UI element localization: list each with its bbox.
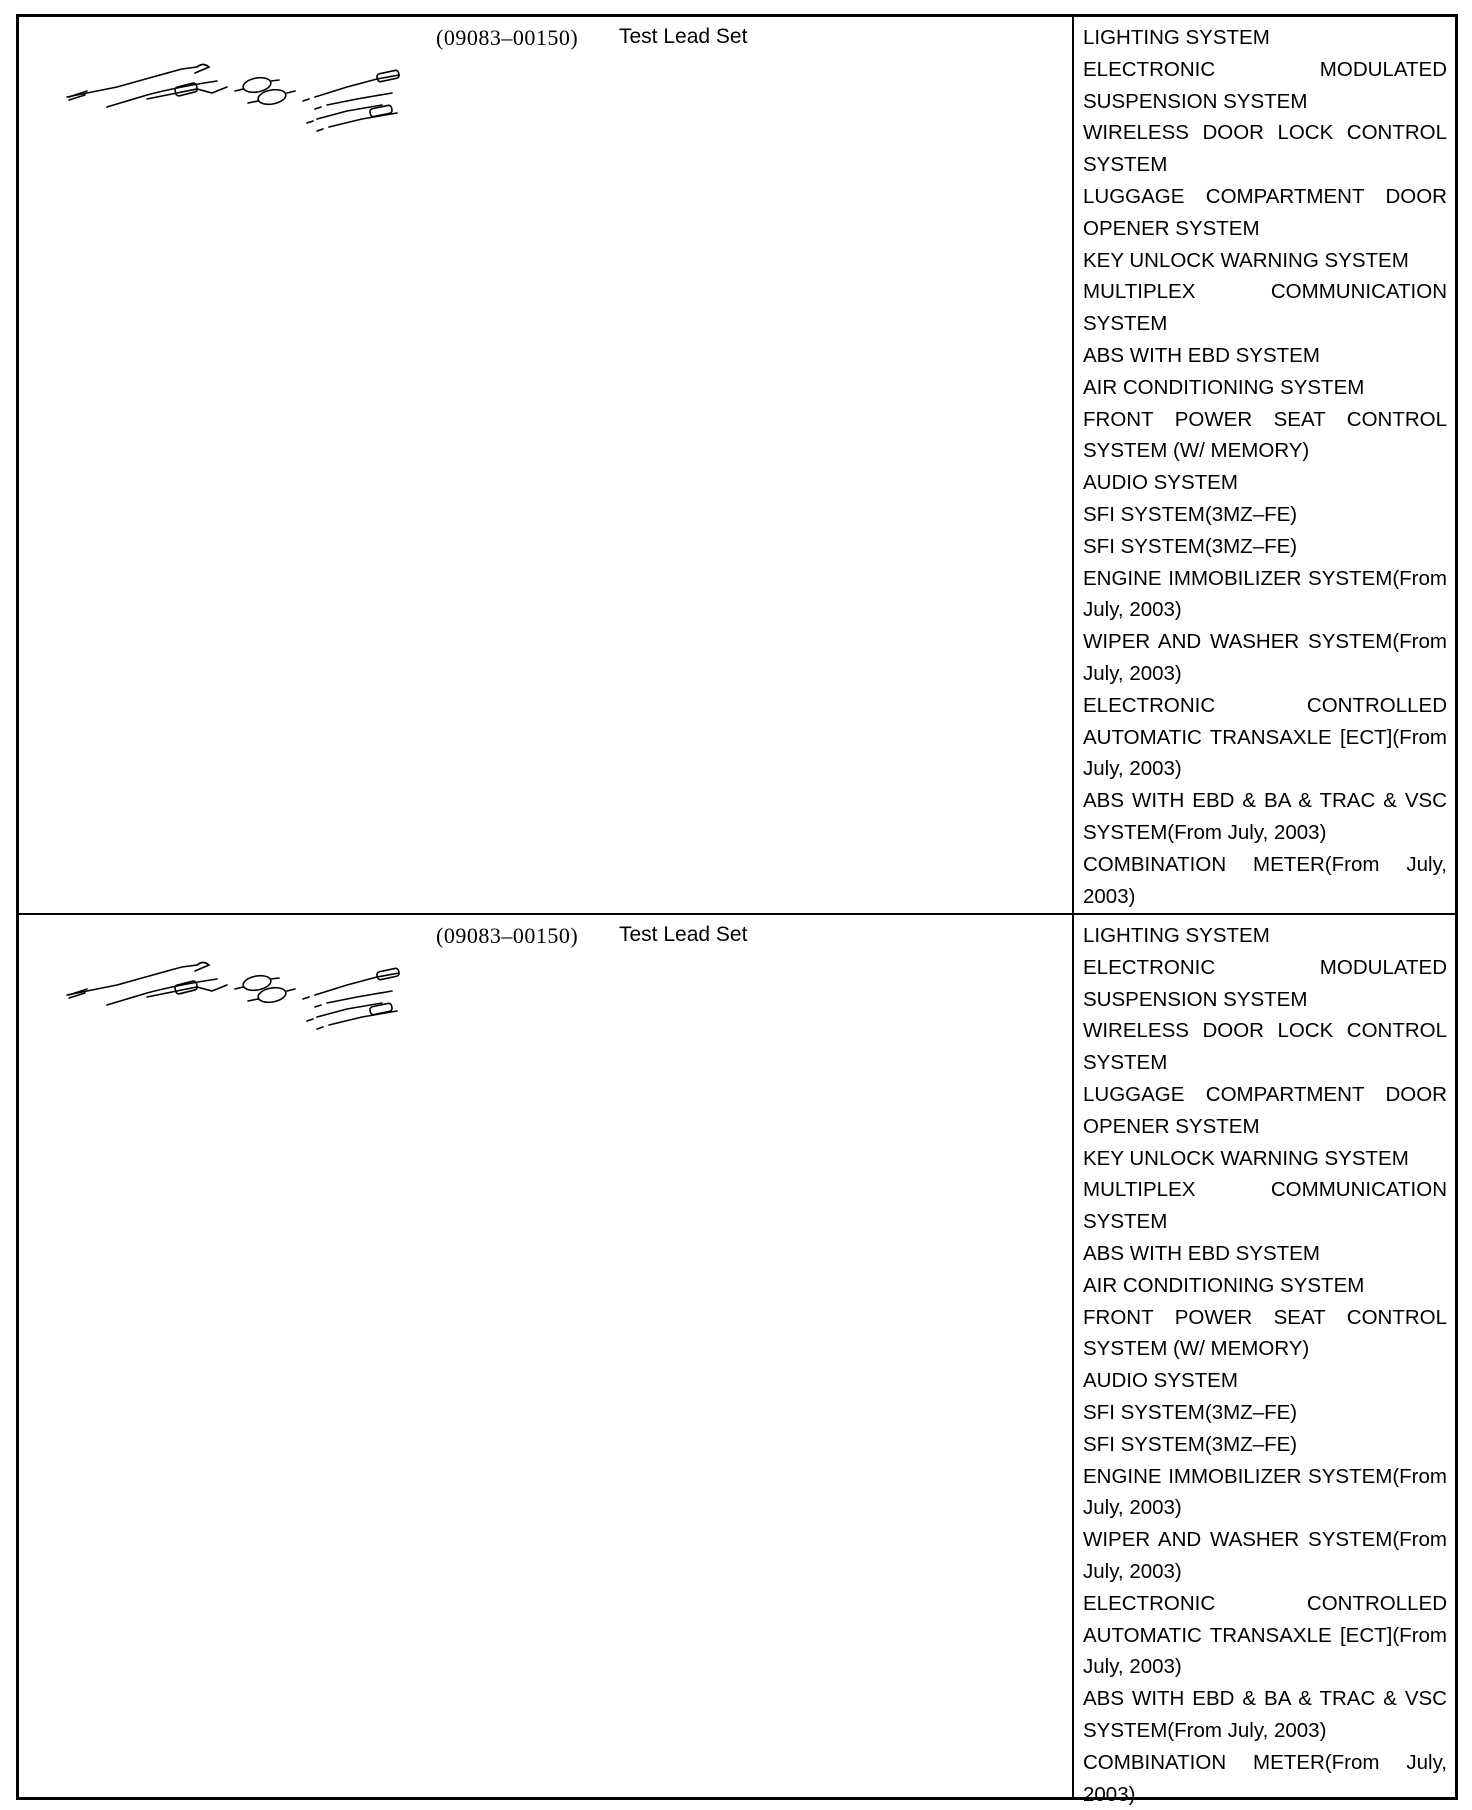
system-item: ABS WITH EBD & BA & TRAC & VSC SYSTEM(From July, 2003) (1083, 789, 1447, 844)
system-item: ELECTRONIC CONTROLLED AUTOMATIC TRANSAXLE [ECT](From July, 2003) (1083, 693, 1447, 781)
tool-name: Test Lead Set (619, 25, 748, 48)
system-item: AIR CONDITIONING SYSTEM (1083, 375, 1365, 399)
system-item: LUGGAGE COMPARTMENT DOOR OPENER SYSTEM (1083, 184, 1447, 240)
column-divider (1072, 17, 1074, 913)
system-item: WIRELESS DOOR LOCK CONTROL SYSTEM (1083, 1019, 1447, 1075)
system-item: ENGINE IMMOBILIZER SYSTEM(From July, 2003) (1083, 1464, 1447, 1520)
system-item: FRONT POWER SEAT CONTROL SYSTEM (W/ MEMORY) (1083, 1305, 1447, 1361)
column-divider (1072, 915, 1074, 1800)
tool-row (19, 915, 1455, 1806)
system-item: KEY UNLOCK WARNING SYSTEM (1083, 1146, 1409, 1170)
system-item: KEY UNLOCK WARNING SYSTEM (1083, 248, 1409, 272)
system-item: SFI SYSTEM(3MZ–FE) (1083, 502, 1298, 526)
system-item: WIPER AND WASHER SYSTEM(From July, 2003) (1083, 630, 1447, 685)
system-item: ENGINE IMMOBILIZER SYSTEM(From July, 2003) (1083, 566, 1447, 622)
system-item: ABS WITH EBD SYSTEM (1083, 1241, 1320, 1265)
test-lead-set-illustration (47, 945, 407, 1035)
tool-name: Test Lead Set (619, 923, 748, 946)
system-item: SFI SYSTEM(3MZ–FE) (1083, 1400, 1298, 1424)
system-item: WIPER AND WASHER SYSTEM(From July, 2003) (1083, 1528, 1447, 1583)
system-item: AUDIO SYSTEM (1083, 471, 1238, 495)
system-item: ABS WITH EBD SYSTEM (1083, 343, 1320, 367)
system-item: ELECTRONIC CONTROLLED AUTOMATIC TRANSAXLE [ECT](From July, 2003) (1083, 1591, 1447, 1679)
system-item: FRONT POWER SEAT CONTROL SYSTEM (W/ MEMORY) (1083, 407, 1447, 463)
system-item: MULTIPLEX COMMUNICATION SYSTEM (1083, 1178, 1447, 1234)
system-item: COMBINATION METER(From July, 2003) (1083, 852, 1447, 908)
special-tool-table (16, 14, 1458, 1806)
applicable-systems-list (1083, 22, 1447, 912)
system-item: LIGHTING SYSTEM (1083, 26, 1270, 49)
system-item: AIR CONDITIONING SYSTEM (1083, 1273, 1365, 1297)
part-number: (09083–00150) (436, 25, 579, 50)
applicable-systems-list (1083, 920, 1447, 1810)
system-item: AUDIO SYSTEM (1083, 1369, 1238, 1393)
system-item: ABS WITH EBD & BA & TRAC & VSC SYSTEM(From July, 2003) (1083, 1687, 1447, 1742)
system-item: SFI SYSTEM(3MZ–FE) (1083, 1432, 1298, 1456)
system-item: ELECTRONIC MODULATED SUSPENSION SYSTEM (1083, 955, 1447, 1011)
system-item: MULTIPLEX COMMUNICATION SYSTEM (1083, 280, 1447, 336)
system-item: LUGGAGE COMPARTMENT DOOR OPENER SYSTEM (1083, 1082, 1447, 1138)
tool-row (19, 17, 1455, 915)
system-item: SFI SYSTEM(3MZ–FE) (1083, 534, 1298, 558)
test-lead-set-illustration (47, 47, 407, 137)
part-number: (09083–00150) (436, 923, 579, 948)
system-item: WIRELESS DOOR LOCK CONTROL SYSTEM (1083, 121, 1447, 177)
system-item: ELECTRONIC MODULATED SUSPENSION SYSTEM (1083, 57, 1447, 113)
system-item: LIGHTING SYSTEM (1083, 924, 1270, 947)
system-item: COMBINATION METER(From July, 2003) (1083, 1750, 1447, 1806)
